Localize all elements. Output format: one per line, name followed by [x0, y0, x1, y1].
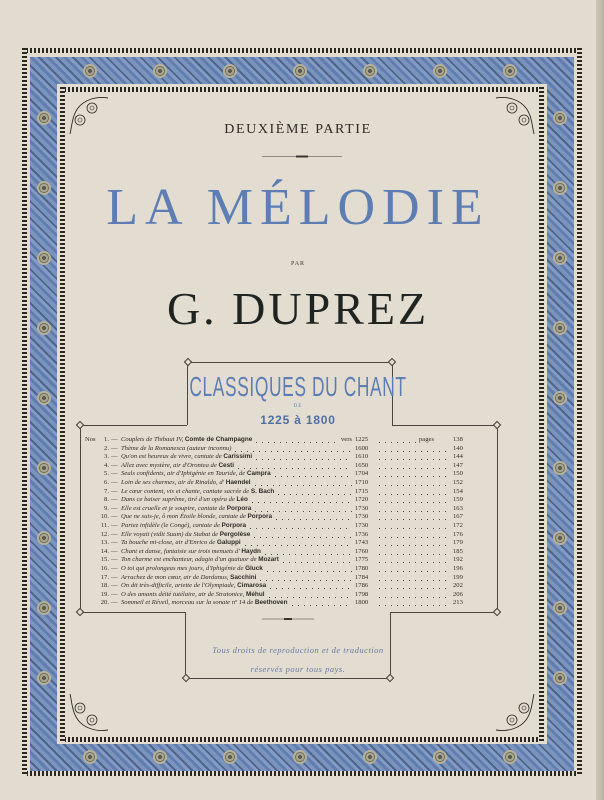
item-page: 167 — [453, 513, 463, 521]
item-year: 1743 — [355, 539, 369, 547]
composer-name: Haendel — [225, 478, 251, 486]
leader-dots — [275, 476, 352, 477]
leader-dots — [379, 571, 449, 572]
composer-name: Galuppi — [216, 539, 241, 547]
dash: — — [111, 539, 118, 547]
list-item — [97, 522, 477, 531]
dash: — — [111, 478, 118, 486]
item-description — [121, 539, 241, 548]
rosette-icon — [502, 749, 518, 765]
item-number: 8. — [104, 496, 109, 504]
composer-name: Cimarosa — [237, 582, 267, 590]
work-title: On dit très-difficile, ariette de l'Olympiade, — [121, 582, 236, 590]
item-number: 19. — [100, 590, 109, 598]
item-year: 1730 — [355, 504, 369, 512]
rosette-icon — [432, 749, 448, 765]
item-year: 1650 — [355, 461, 369, 469]
composer-name: Beethoven — [254, 599, 288, 607]
dash: — — [111, 599, 118, 607]
leader-dots — [379, 502, 449, 503]
inner-tick-bottom — [60, 737, 544, 742]
leader-dots — [267, 571, 352, 572]
leader-dots — [379, 511, 449, 512]
item-page: 150 — [453, 470, 463, 478]
item-description — [121, 565, 263, 574]
contents-list — [85, 436, 477, 608]
rosette-icon — [36, 460, 52, 476]
section-label: DEUXIÈME PARTIE — [224, 122, 372, 137]
item-number: 5. — [104, 470, 109, 478]
work-title: Thème de la Romanesca (auteur inconnu) — [121, 444, 232, 452]
work-title: Partez infidèle (le Congé), cantate de — [121, 521, 220, 529]
item-number: 9. — [104, 504, 109, 512]
dash: — — [111, 453, 118, 461]
list-item — [97, 531, 477, 540]
list-item — [97, 513, 477, 522]
work-title: Arrachez de mon cœur, air de Dardanus, — [121, 573, 229, 581]
item-year: 1775 — [355, 556, 369, 564]
list-item — [97, 462, 477, 471]
composer-name: Comte de Champagne — [184, 436, 253, 443]
rights-notice-line1: Tous droits de reproduction et de traduction — [212, 645, 384, 655]
item-year: 1720 — [355, 496, 369, 504]
item-number: 3. — [104, 453, 109, 461]
item-page: 196 — [453, 564, 463, 572]
item-description — [121, 556, 279, 565]
item-number: 16. — [100, 564, 109, 572]
dash: — — [111, 547, 118, 555]
composer-name: Gluck — [245, 564, 263, 572]
item-page: 147 — [453, 461, 463, 469]
dash: — — [111, 487, 118, 495]
leader-dots — [269, 597, 352, 598]
work-title: Ton charme est enchanteur, adagio d'un quatuor de — [121, 556, 257, 564]
leader-dots — [379, 468, 449, 469]
leader-dots — [250, 528, 352, 529]
item-year: 1225 — [355, 436, 369, 443]
corner-scroll-icon — [66, 690, 110, 734]
list-item — [97, 539, 477, 548]
page-title: LA MÉLODIE — [106, 179, 490, 236]
rosette-icon — [362, 749, 378, 765]
leader-dots — [379, 485, 449, 486]
leader-dots — [379, 554, 449, 555]
item-description — [121, 513, 272, 522]
dash: — — [111, 556, 118, 564]
page-prefix: pages — [419, 436, 435, 443]
leader-dots — [379, 528, 449, 529]
list-item — [97, 599, 477, 608]
number-prefix: Nos — [85, 436, 96, 443]
rosette-icon — [36, 600, 52, 616]
leader-dots — [283, 562, 352, 563]
item-description — [121, 591, 265, 600]
item-page: 163 — [453, 504, 463, 512]
dash: — — [111, 504, 118, 512]
item-page: 213 — [453, 599, 463, 607]
rosette-icon — [222, 749, 238, 765]
inner-tick-top — [60, 87, 544, 92]
leader-dots — [379, 451, 449, 452]
composer-name: Léo — [236, 496, 248, 504]
subtitle-de: DE — [293, 404, 303, 409]
item-page: 159 — [453, 496, 463, 504]
page-edge — [596, 0, 604, 800]
rosette-icon — [152, 63, 168, 79]
dash: — — [111, 582, 118, 590]
item-number: 7. — [104, 487, 109, 495]
work-title: Sommeil et Réveil, morceau sur la sonate nº 14 de — [121, 599, 254, 607]
outer-tick-bottom — [22, 771, 582, 776]
leader-dots — [292, 605, 352, 606]
item-number: 6. — [104, 478, 109, 486]
by-label: PAR — [290, 261, 306, 267]
item-year: 1730 — [355, 521, 369, 529]
leader-dots — [278, 494, 352, 495]
leader-dots — [379, 459, 449, 460]
work-title: O des amants déité tutélaire, air de Stratonice, — [121, 590, 245, 598]
list-item — [97, 591, 477, 600]
frame-line — [80, 612, 186, 613]
composer-name: Porpora — [226, 504, 252, 512]
leader-dots — [276, 519, 352, 520]
item-year: 1715 — [355, 487, 369, 495]
item-description — [121, 488, 274, 497]
leader-dots — [379, 562, 449, 563]
item-number: 4. — [104, 461, 109, 469]
leader-dots — [235, 451, 352, 452]
item-description — [121, 470, 271, 479]
leader-dots — [265, 554, 352, 555]
rosette-icon — [292, 749, 308, 765]
item-page: 199 — [453, 573, 463, 581]
item-description — [121, 496, 248, 505]
composer-name: Carissimi — [223, 453, 253, 461]
subtitle: CLASSIQUES DU CHANT — [189, 371, 407, 402]
item-page: 152 — [453, 478, 463, 486]
item-number: 13. — [100, 539, 109, 547]
item-page: 206 — [453, 590, 463, 598]
leader-dots — [238, 468, 352, 469]
list-item — [97, 582, 477, 591]
item-number: 11. — [101, 521, 109, 529]
rosette-icon — [552, 460, 568, 476]
item-year: 1800 — [355, 599, 369, 607]
composer-name: Haydn — [241, 547, 261, 555]
item-description — [121, 445, 231, 454]
composer-name: Méhul — [246, 590, 265, 598]
leader-dots — [379, 605, 449, 606]
dash: — — [111, 513, 118, 521]
divider-ornament-icon — [262, 155, 342, 158]
item-number: 15. — [100, 556, 109, 564]
leader-dots — [379, 580, 449, 581]
leader-dots — [252, 502, 352, 503]
item-description — [121, 548, 261, 557]
composer-name: S. Bach — [250, 487, 275, 495]
item-number: 2. — [104, 444, 109, 452]
composer-name: Porpora — [247, 513, 273, 521]
item-number: 1. — [104, 436, 109, 443]
work-title: Elle est cruelle et je soupire, cantate de — [121, 504, 226, 512]
leader-dots — [379, 588, 449, 589]
item-year: 1780 — [355, 564, 369, 572]
item-description — [121, 436, 252, 445]
leader-dots — [256, 459, 352, 460]
divider-ornament-icon — [262, 617, 314, 621]
composer-name: Sacchini — [230, 573, 257, 581]
work-title: Allez avec mystère, air d'Orontea de — [121, 461, 217, 469]
composer-name: Cesti — [218, 461, 235, 469]
frame-line — [390, 612, 497, 613]
item-year: 1704 — [355, 470, 369, 478]
rosette-icon — [292, 63, 308, 79]
work-title: Chant et danse, fantaisie sur trois menuets d' — [121, 547, 240, 555]
work-title: Qu'on est heureux de vivre, cantate de — [121, 453, 222, 461]
composer-name: Campra — [246, 470, 271, 478]
item-number: 18. — [100, 582, 109, 590]
rosette-icon — [362, 63, 378, 79]
rosette-icon — [82, 749, 98, 765]
leader-dots — [379, 476, 449, 477]
item-description — [121, 462, 234, 471]
dash: — — [111, 436, 118, 443]
rosette-icon — [82, 63, 98, 79]
work-title: Le cœur content, vis et chante, cantate sacrée de — [121, 487, 250, 495]
item-year: 1600 — [355, 444, 369, 452]
work-title: Que ne suis-je, ô mon Étoile blonde, cantate de — [121, 513, 246, 521]
rosette-icon — [152, 749, 168, 765]
leader-dots — [245, 545, 352, 546]
list-item — [97, 556, 477, 565]
rosette-icon — [552, 530, 568, 546]
list-item — [97, 574, 477, 583]
list-item — [97, 496, 477, 505]
leader-dots — [254, 537, 352, 538]
item-number: 12. — [100, 530, 109, 538]
item-year: 1786 — [355, 582, 369, 590]
item-page: 154 — [453, 487, 463, 495]
dash: — — [111, 461, 118, 469]
item-description — [121, 574, 256, 583]
work-title: Ta bouche mi-close, air d'Enrico de — [121, 539, 216, 547]
item-year: 1610 — [355, 453, 369, 461]
work-title: Loin de ses charmes, air de Rinaldo, d' — [121, 478, 225, 486]
dash: — — [111, 470, 118, 478]
list-item — [97, 453, 477, 462]
rosette-icon — [432, 63, 448, 79]
year-prefix: vers — [341, 436, 352, 443]
item-page: 144 — [453, 453, 463, 461]
leader-dots — [379, 519, 449, 520]
leader-dots — [255, 485, 352, 486]
leader-dots — [256, 442, 339, 443]
frame-line — [186, 678, 390, 679]
frame-line — [497, 425, 498, 612]
leader-dots — [260, 580, 352, 581]
leader-dots — [379, 494, 449, 495]
work-title: Dans ce baiser suprême, tiré d'un opéra de — [121, 496, 235, 504]
item-number: 20. — [100, 599, 109, 607]
dash: — — [111, 573, 118, 581]
dash: — — [111, 521, 118, 529]
outer-tick-top — [22, 48, 582, 53]
item-year: 1784 — [355, 573, 369, 581]
work-title: Elle voyait (vidit Suum) du Stabat de — [121, 530, 219, 538]
list-item — [97, 548, 477, 557]
date-range: 1225 à 1800 — [260, 413, 336, 427]
item-year: 1760 — [355, 547, 369, 555]
dash: — — [111, 530, 118, 538]
corner-scroll-icon — [494, 690, 538, 734]
item-description — [121, 531, 250, 540]
item-year: 1798 — [355, 590, 369, 598]
rosette-icon — [552, 600, 568, 616]
dash: — — [111, 564, 118, 572]
leader-dots — [270, 588, 352, 589]
item-page: 202 — [453, 582, 463, 590]
item-description — [121, 582, 266, 591]
rosette-icon — [36, 530, 52, 546]
composer-name: Porpora — [221, 521, 247, 529]
list-item — [97, 479, 477, 488]
item-description — [121, 453, 252, 462]
leader-dots — [379, 597, 449, 598]
item-page: 176 — [453, 530, 463, 538]
leader-dots — [255, 511, 352, 512]
item-year: 1710 — [355, 478, 369, 486]
rights-notice-line2: réservés pour tous pays. — [250, 664, 346, 674]
frame-line — [80, 425, 81, 612]
dash: — — [111, 444, 118, 452]
leader-dots — [379, 545, 449, 546]
item-description — [121, 479, 251, 488]
list-item — [97, 445, 477, 454]
item-year: 1736 — [355, 530, 369, 538]
item-page: 192 — [453, 556, 463, 564]
item-description — [121, 599, 288, 608]
item-page: 138 — [453, 436, 463, 443]
dash: — — [111, 590, 118, 598]
dash: — — [111, 496, 118, 504]
item-number: 17. — [100, 573, 109, 581]
item-number: 10. — [100, 513, 109, 521]
list-item — [85, 436, 477, 445]
item-page: 172 — [453, 521, 463, 529]
item-number: 14. — [100, 547, 109, 555]
rosette-icon — [502, 63, 518, 79]
work-title: Seuls confidents, air d'Iphigénie en Tauride, de — [121, 470, 246, 478]
list-item — [97, 565, 477, 574]
leader-dots — [379, 442, 417, 443]
item-page: 185 — [453, 547, 463, 555]
leader-dots — [379, 537, 449, 538]
list-item — [97, 470, 477, 479]
frame-line — [188, 362, 392, 363]
composer-name: Mozart — [258, 556, 279, 564]
item-page: 179 — [453, 539, 463, 547]
work-title: Couplets de Thibaut IV, — [121, 436, 184, 443]
work-title: O toi qui prolongeas mes jours, d'Iphigénie de — [121, 564, 244, 572]
item-page: 140 — [453, 444, 463, 452]
list-item — [97, 488, 477, 497]
composer-name: Pergolèse — [219, 530, 251, 538]
item-year: 1730 — [355, 513, 369, 521]
item-description — [121, 522, 246, 531]
author-name: G. DUPREZ — [166, 283, 430, 334]
rosette-icon — [222, 63, 238, 79]
